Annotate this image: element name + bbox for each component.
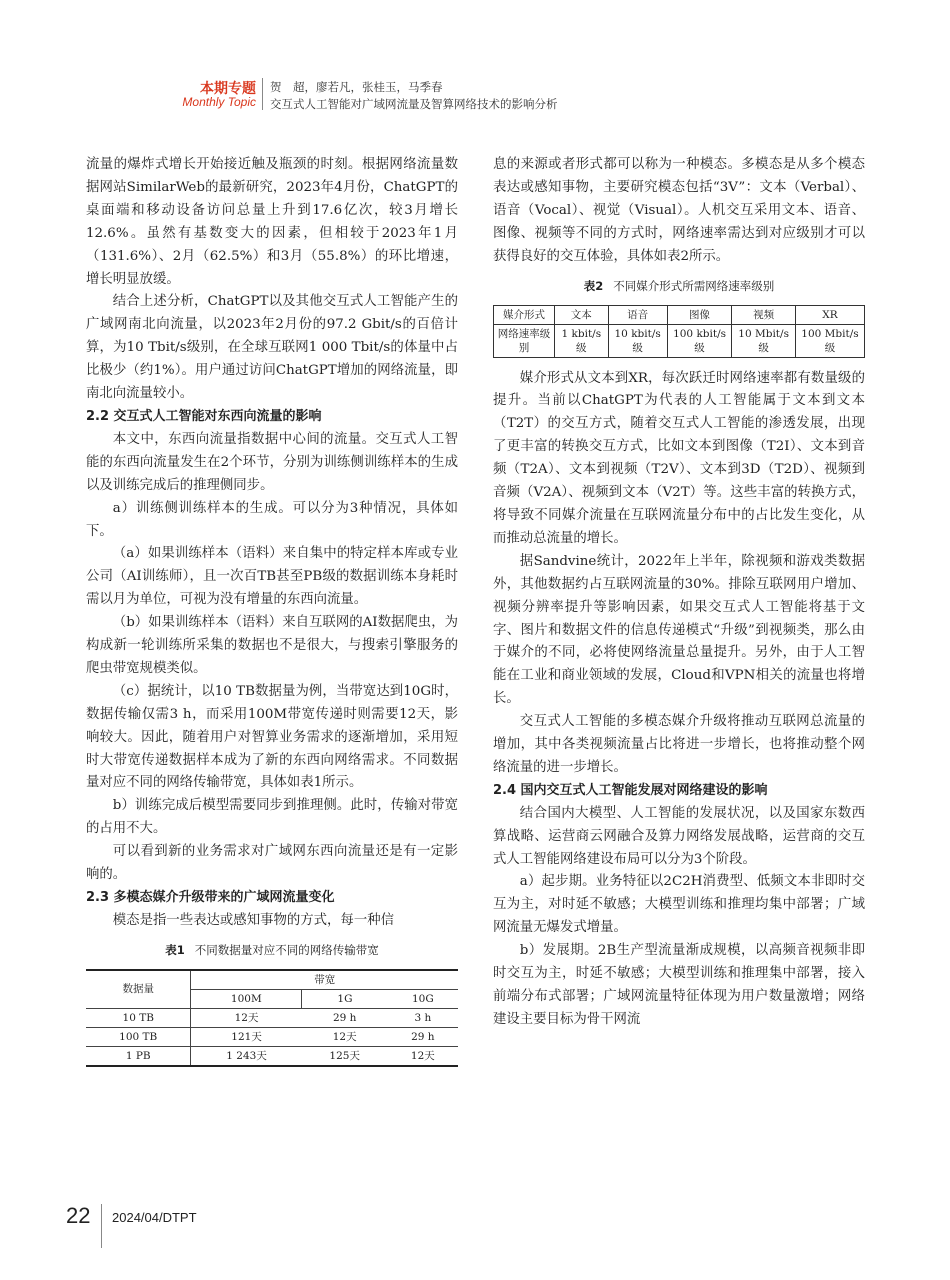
paragraph: 模态是指一些表达或感知事物的方式，每一种信 (112, 912, 394, 928)
table1-cell: 125天 (302, 1046, 388, 1066)
paragraph: （c）据统计，以10 TB数据量为例，当带宽达到10G时，数据传输仅需3 h，而采用100M带宽传递时则需要12天，影响较大。因此，随着用户对智算业务需求的逐渐增加，采用短时大带宽传递数据样本成为了新的东西向网络需求。不同数据量对应不同的网络传输带宽，具体如表1所示。 (86, 683, 458, 791)
paragraph: 据Sandvine统计，2022年上半年，除视频和游戏类数据外，其他数据约占互联网流量的30%。排除互联网用户增加、视频分辨率提升等影响因素，如果交互式人工智能将基于文字、图片和数据文件的信息传递模式“升级”到视频类，那么由于媒介的不同，必将使网络流量总量提升。另外，由于人工智能在工业和商业领域的发展，Cloud和VPN相关的流量也将增长。 (493, 553, 865, 707)
paragraph: 可以看到新的业务需求对广域网东西向流量还是有一定影响的。 (86, 844, 458, 883)
article-authors: 贺 超，廖若凡，张桂玉，马季春 (270, 80, 443, 94)
paragraph: 结合国内大模型、人工智能的发展状况，以及国家东数西算战略、运营商云网融合及算力网络发展战略，运营商的交互式人工智能网络建设布局可以分为3个阶段。 (493, 805, 865, 867)
table1-col-header: 1G (302, 989, 388, 1008)
table2-cell: 网络速率级别 (494, 324, 555, 357)
table2-header: 媒介形式 (494, 305, 555, 324)
paragraph: a）起步期。业务特征以2C2H消费型、低频文本非即时交互为主，对时延不敏感；大模型训练和推理均集中部署；广域网流量无爆发式增量。 (493, 874, 865, 936)
section-heading-2-3: 2.3 多模态媒介升级带来的广域网流量变化 (86, 890, 335, 905)
table-row (494, 324, 865, 357)
table1-cell: 1 243天 (191, 1046, 302, 1066)
header-divider (262, 78, 263, 110)
table1-cell: 29 h (302, 1008, 388, 1027)
table-row (494, 305, 865, 324)
page-number: 22 (66, 1203, 91, 1228)
table1-col-header: 100M (191, 989, 302, 1008)
table1-row-label: 100 TB (86, 1027, 191, 1046)
paragraph: 本文中，东西向流量指数据中心间的流量。交互式人工智能的东西向流量发生在2个环节，分别为训练侧训练样本的生成以及训练完成后的推理侧同步。 (86, 431, 458, 493)
table2-caption (493, 277, 865, 295)
paragraph: 流量的爆炸式增长开始接近触及瓶颈的时刻。根据网络流量数据网站SimilarWeb的最新研究，2023年4月份，ChatGPT的桌面端和移动设备访问总量上升到17.6亿次，较3月增长12.6%。虽然有基数变大的因素，但相较于2023年1月（131.6%）、2月（62.5%）和3月（55.8%）的环比增速，增长明显放缓。 (86, 157, 458, 287)
section-heading-2-2: 2.2 交互式人工智能对东西向流量的影响 (86, 408, 322, 424)
right-column (493, 154, 865, 1032)
table2-header: 图像 (667, 305, 732, 324)
table1-cell: 12天 (191, 1008, 302, 1027)
table2-header: 文本 (555, 305, 609, 324)
paragraph: 结合上述分析，ChatGPT以及其他交互式人工智能产生的广域网南北向流量，以2023年2月份的97.2 Gbit/s的百倍计算，为10 Tbit/s级别，在全球互联网1 000 Tbit/s的体量中占比极少（约1%）。用户通过访问ChatGPT增加的网络流量，即南北向流量较小。 (86, 294, 458, 402)
paragraph: （b）如果训练样本（语料）来自互联网的AI数据爬虫，为构成新一轮训练所采集的数据也不是很大，与搜索引擎服务的爬虫带宽规模类似。 (86, 615, 458, 676)
left-column (86, 154, 458, 1071)
table2-cell: 1 kbit/s级 (555, 324, 609, 357)
table1-row-label: 1 PB (86, 1046, 191, 1066)
table-row (86, 1046, 458, 1066)
table2-header: XR (795, 305, 864, 324)
article-title: 交互式人工智能对广域网流量及智算网络技术的影响分析 (270, 97, 558, 111)
table1 (86, 969, 458, 1067)
paragraph: b）训练完成后模型需要同步到推理侧。此时，传输对带宽的占用不大。 (86, 798, 458, 837)
table2-cell: 10 kbit/s级 (608, 324, 667, 357)
table1-caption-text: 不同数据量对应不同的网络传输带宽 (194, 942, 379, 957)
paragraph: b）发展期。2B生产型流量渐成规模，以高频音视频非即时交互为主，时延不敏感；大模型训练和推理集中部署，接入前端分布式部署；广域网流量特征体现为用户数量激增；网络建设主要目标为骨干网流 (493, 943, 865, 1027)
paragraph: a）训练侧训练样本的生成。可以分为3种情况，具体如下。 (86, 500, 458, 539)
table-row (86, 1008, 458, 1027)
table2-cell: 10 Mbit/s级 (732, 324, 796, 357)
footer-divider (101, 1204, 102, 1248)
table2 (493, 305, 865, 358)
issue-date: 2024/04/DTPT (112, 1210, 197, 1225)
paragraph: 息的来源或者形式都可以称为一种模态。多模态是从多个模态表达或感知事物，主要研究模态包括“3V”：文本（Verbal）、语音（Vocal）、视觉（Visual）。人机交互采用文本、语音、图像、视频等不同的方式时，网络速率需达到对应级别才可以获得良好的交互体验，具体如表2所示。 (493, 157, 865, 264)
table1-caption (86, 941, 458, 959)
table2-cell: 100 kbit/s级 (667, 324, 732, 357)
table1-row-header: 数据量 (86, 970, 191, 1009)
table2-header: 视频 (732, 305, 796, 324)
table1-cell: 12天 (302, 1027, 388, 1046)
table1-cell: 29 h (388, 1027, 458, 1046)
table1-group-header: 带宽 (191, 970, 458, 990)
paragraph: （a）如果训练样本（语料）来自集中的特定样本库或专业公司（AI训练师），且一次百TB甚至PB级的数据训练本身耗时需以月为单位，可视为没有增量的东西向流量。 (86, 546, 458, 608)
topic-label-cn: 本期专题 (200, 81, 256, 97)
paragraph: 交互式人工智能的多模态媒介升级将推动互联网总流量的增加，其中各类视频流量占比将进一步增长，也将推动整个网络流量的进一步增长。 (493, 714, 865, 775)
table2-caption-number: 表2 (583, 278, 604, 293)
table1-cell: 12天 (388, 1046, 458, 1066)
paragraph: 媒介形式从文本到XR，每次跃迁时网络速率都有数量级的提升。当前以ChatGPT为代表的人工智能属于文本到文本（T2T）的交互方式，随着交互式人工智能的渗透发展，出现了更丰富的转换交互方式，比如文本到图像（T2I）、文本到音频（T2A）、文本到视频（T2V）、文本到3D（T2D）、视频到音频（V2A）、视频到文本（V2T）等。这些丰富的转换方式，将导致不同媒介流量在互联网流量分布中的占比发生变化，从而推动总流量的增长。 (493, 370, 865, 546)
table2-header: 语音 (608, 305, 667, 324)
table2-caption-text: 不同媒介形式所需网络速率级别 (613, 278, 775, 293)
running-header (150, 78, 750, 112)
table1-cell: 3 h (388, 1008, 458, 1027)
section-heading-2-4: 2.4 国内交互式人工智能发展对网络建设的影响 (493, 782, 768, 798)
table2-cell: 100 Mbit/s级 (795, 324, 864, 357)
topic-label-en: Monthly Topic (182, 95, 256, 109)
table1-row-label: 10 TB (86, 1008, 191, 1027)
table1-col-header: 10G (388, 989, 458, 1008)
table1-caption-number: 表1 (165, 942, 185, 957)
table-row (86, 1027, 458, 1046)
table1-cell: 121天 (191, 1027, 302, 1046)
